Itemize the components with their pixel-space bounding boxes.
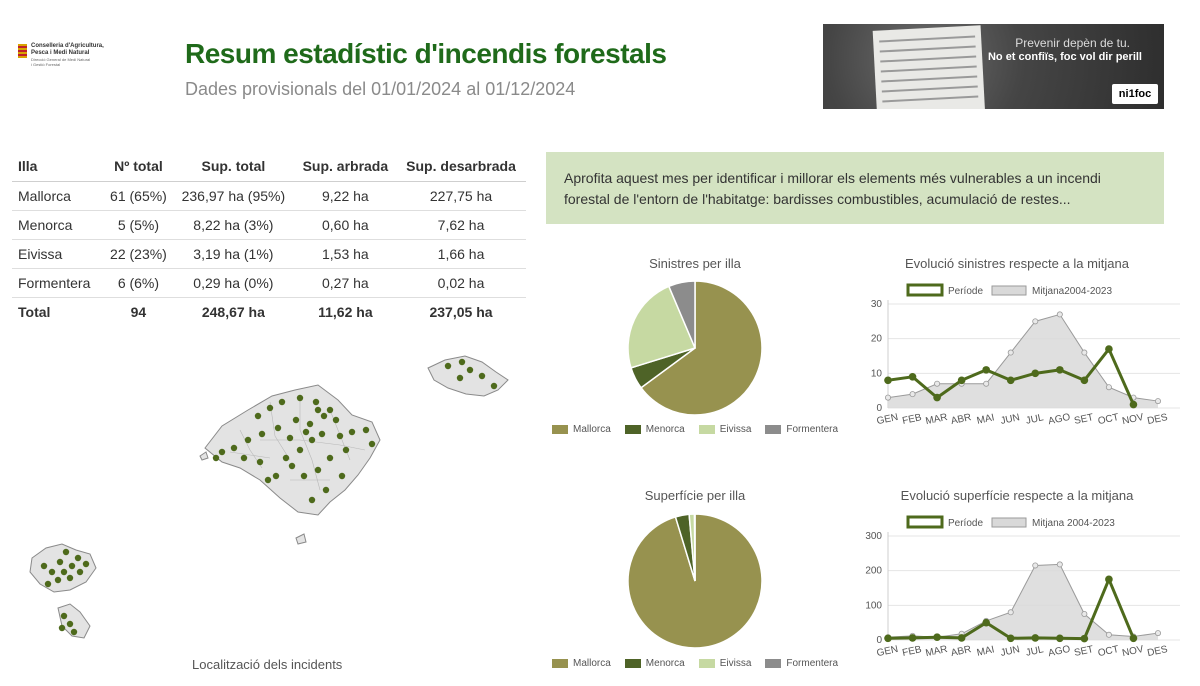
table-cell: 237,05 ha	[429, 303, 493, 320]
legend-item-formentera[interactable]	[765, 424, 838, 435]
mitjana-point	[1033, 563, 1038, 568]
pie-sinistres-chart	[620, 276, 770, 420]
y-tick-label: 0	[876, 403, 882, 414]
legend-label: Mitjana 2004-2023	[1032, 518, 1115, 529]
periode-point	[958, 634, 966, 642]
banner-badge: ni1foc	[1112, 84, 1158, 104]
table-total-row	[12, 297, 526, 326]
legend-swatch	[699, 659, 715, 668]
periode-point	[1056, 366, 1064, 374]
y-tick-label: 200	[865, 565, 882, 577]
map-menorca	[428, 356, 508, 396]
x-tick-label: AGO	[1047, 411, 1072, 428]
legend-item-periode[interactable]	[908, 517, 983, 529]
legend-label: Mitjana2004-2023	[1032, 286, 1113, 297]
periode-point	[1105, 576, 1113, 584]
line-sinistres-title: Evolució sinistres respecte a la mitjana	[905, 256, 1129, 271]
legend-item-mallorca[interactable]	[552, 658, 611, 669]
x-tick-label: JUL	[1024, 644, 1045, 659]
table-header-row	[12, 152, 526, 181]
y-tick-label: 300	[865, 531, 882, 542]
table-cell: Total	[18, 303, 51, 320]
x-tick-label: GEN	[875, 643, 900, 660]
legend-item-menorca[interactable]	[625, 424, 685, 435]
periode-point	[1056, 634, 1064, 642]
x-tick-label: JUN	[999, 412, 1021, 427]
x-tick-label: SET	[1073, 412, 1095, 427]
mitjana-point	[1033, 319, 1038, 324]
pie-superficie-legend	[552, 658, 852, 671]
x-tick-label: FEB	[901, 412, 923, 427]
x-tick-label: MAR	[924, 643, 949, 660]
table-cell: 3,19 ha (1%)	[172, 239, 295, 268]
table-cell: Formentera	[12, 268, 105, 297]
periode-point	[1031, 370, 1039, 378]
x-tick-label: DES	[1146, 644, 1169, 660]
periode-point	[1031, 634, 1039, 642]
table-row	[12, 181, 526, 210]
table-cell: 236,97 ha (95%)	[172, 181, 295, 210]
y-tick-label: 10	[870, 368, 882, 380]
periode-point	[1007, 634, 1015, 642]
legend-swatch	[992, 286, 1026, 295]
map-cabrera	[296, 534, 306, 544]
mitjana-point	[1106, 632, 1111, 637]
mitjana-point	[1155, 630, 1160, 635]
table-cell: 22 (23%)	[105, 239, 172, 268]
periode-point	[1130, 401, 1138, 409]
x-tick-label: DES	[1146, 412, 1169, 428]
legend-label: Formentera	[786, 424, 839, 435]
periode-point	[1130, 634, 1138, 642]
line-superficie-title: Evolució superfície respecte a la mitjana	[900, 488, 1134, 503]
line-sinistres-chart	[860, 280, 1180, 436]
header-sup-desarbrada: Sup. desarbrada	[396, 152, 526, 181]
map-caption: Localització dels incidents	[192, 657, 343, 672]
pie-sinistres-legend	[552, 424, 852, 437]
table-cell: 61 (65%)	[105, 181, 172, 210]
legend-swatch	[625, 659, 641, 668]
mitjana-point	[885, 395, 890, 400]
x-tick-label: NOV	[1121, 643, 1145, 660]
map-mallorca	[205, 385, 380, 515]
periode-point	[909, 634, 917, 642]
mitjana-area	[888, 314, 1158, 408]
x-tick-label: NOV	[1121, 411, 1145, 428]
periode-point	[933, 394, 941, 402]
periode-point	[982, 619, 990, 627]
periode-point	[1081, 376, 1089, 384]
legend-swatch	[552, 659, 568, 668]
mitjana-point	[1082, 611, 1087, 616]
page-subtitle: Dades provisionals del 01/01/2024 al 01/12/2024	[185, 79, 576, 99]
table-cell: Mallorca	[12, 181, 105, 210]
periode-point	[884, 376, 892, 384]
table-cell: 11,62 ha	[318, 303, 373, 320]
government-logo	[18, 42, 128, 68]
legend-label: Eivissa	[719, 658, 752, 669]
legend-item-menorca[interactable]	[625, 658, 685, 669]
periode-point	[1081, 635, 1089, 643]
table-cell: 1,66 ha	[396, 239, 526, 268]
x-tick-label: JUL	[1024, 412, 1045, 427]
legend-item-periode[interactable]	[908, 285, 983, 297]
header-sup-total: Sup. total	[172, 152, 295, 181]
table-cell: 5 (5%)	[105, 210, 172, 239]
line-legend	[908, 517, 1115, 529]
line-superficie-chart	[860, 512, 1180, 668]
table-cell: 0,60 ha	[295, 210, 396, 239]
table-cell: 7,62 ha	[396, 210, 526, 239]
legend-label: Menorca	[645, 424, 685, 435]
campaign-banner[interactable]	[823, 24, 1164, 109]
table-cell: 0,29 ha (0%)	[172, 268, 295, 297]
table-cell: 0,27 ha	[295, 268, 396, 297]
table-cell: 227,75 ha	[396, 181, 526, 210]
map-dragonera	[200, 452, 208, 460]
banner-tag-image	[873, 25, 986, 109]
x-tick-label: GEN	[875, 411, 900, 428]
table-row	[12, 210, 526, 239]
pie-superficie-chart	[620, 509, 770, 653]
table-cell: 1,53 ha	[295, 239, 396, 268]
periode-point	[958, 376, 966, 384]
legend-item-mitjana[interactable]	[992, 518, 1115, 529]
x-tick-label: FEB	[901, 644, 923, 659]
legend-label: Període	[948, 518, 984, 529]
logo-line-2: Pesca i Medi Natural	[31, 50, 90, 56]
banner-line-1: Prevenir depèn de tu.	[1015, 36, 1130, 50]
table-cell: 8,22 ha (3%)	[172, 210, 295, 239]
crest-icon	[18, 44, 27, 58]
mitjana-point	[1008, 610, 1013, 615]
header-sup-arbrada: Sup. arbrada	[295, 152, 396, 181]
table-row	[12, 268, 526, 297]
x-tick-label: MAR	[924, 411, 949, 428]
header-n-total: Nº total	[105, 152, 172, 181]
table-cell: Menorca	[12, 210, 105, 239]
legend-item-eivissa[interactable]	[699, 658, 752, 669]
legend-swatch	[908, 285, 942, 295]
y-tick-label: 100	[865, 600, 882, 612]
periode-point	[884, 634, 892, 642]
legend-swatch	[552, 425, 568, 434]
incidents-map	[0, 340, 540, 652]
summary-table	[12, 152, 526, 326]
table-cell: 0,02 ha	[396, 268, 526, 297]
mitjana-point	[910, 392, 915, 397]
monthly-tip: Aprofita aquest mes per identificar i millorar els elements més vulnerables a un incendi forestal de l'entorn de l'habitatge: bardisses combustibles, acumulació de restes...	[546, 152, 1164, 224]
y-tick-label: 0	[876, 635, 882, 646]
x-tick-label: MAI	[975, 644, 996, 659]
banner-line-2: No et confiïs, foc vol dir perill	[987, 51, 1142, 63]
legend-label: Període	[948, 286, 984, 297]
legend-item-mitjana[interactable]	[992, 286, 1112, 297]
legend-label: Mallorca	[573, 658, 611, 669]
legend-swatch	[765, 425, 781, 434]
mitjana-point	[984, 381, 989, 386]
periode-point	[909, 373, 917, 381]
legend-swatch	[625, 425, 641, 434]
legend-label: Mallorca	[573, 424, 611, 435]
x-tick-label: ABR	[949, 412, 973, 428]
table-cell: 9,22 ha	[295, 181, 396, 210]
legend-item-formentera[interactable]	[765, 658, 838, 669]
legend-label: Menorca	[645, 658, 685, 669]
periode-point	[1105, 345, 1113, 353]
table-cell: Eivissa	[12, 239, 105, 268]
mitjana-point	[1057, 312, 1062, 317]
legend-label: Formentera	[786, 658, 839, 669]
x-tick-label: SET	[1073, 644, 1095, 659]
logo-line-4: i Gestió Forestal	[31, 62, 61, 67]
line-legend	[908, 285, 1112, 297]
logo-line-3: Direcció General de Medi Natural	[31, 57, 91, 62]
page-title: Resum estadístic d'incendis forestals	[185, 38, 667, 69]
x-tick-label: AGO	[1047, 643, 1072, 660]
legend-item-mallorca[interactable]	[552, 424, 611, 435]
periode-point	[1007, 376, 1015, 384]
mitjana-point	[1082, 350, 1087, 355]
table-cell: 6 (6%)	[105, 268, 172, 297]
legend-swatch	[699, 425, 715, 434]
y-tick-label: 30	[870, 299, 882, 310]
mitjana-point	[934, 381, 939, 386]
table-row	[12, 239, 526, 268]
x-tick-label: ABR	[949, 644, 973, 660]
legend-label: Eivissa	[719, 424, 752, 435]
pie-sinistres-title: Sinistres per illa	[649, 256, 741, 271]
periode-point	[933, 633, 941, 641]
header-illa: Illa	[12, 152, 105, 181]
x-tick-label: MAI	[975, 412, 996, 427]
mitjana-point	[1008, 350, 1013, 355]
legend-item-eivissa[interactable]	[699, 424, 752, 435]
x-tick-label: JUN	[999, 644, 1021, 659]
pie-superficie-title: Superfície per illa	[644, 488, 746, 503]
table-cell: 248,67 ha	[201, 303, 265, 320]
table-cell: 94	[130, 303, 147, 320]
legend-swatch	[992, 518, 1026, 527]
logo-line-1: Conselleria d'Agricultura,	[31, 43, 104, 49]
mitjana-point	[1155, 398, 1160, 403]
periode-point	[982, 366, 990, 374]
x-tick-label: OCT	[1096, 411, 1120, 428]
legend-swatch	[908, 517, 942, 527]
mitjana-point	[1057, 562, 1062, 567]
x-tick-label: OCT	[1096, 643, 1120, 660]
legend-swatch	[765, 659, 781, 668]
y-tick-label: 20	[870, 333, 882, 345]
mitjana-point	[1106, 385, 1111, 390]
